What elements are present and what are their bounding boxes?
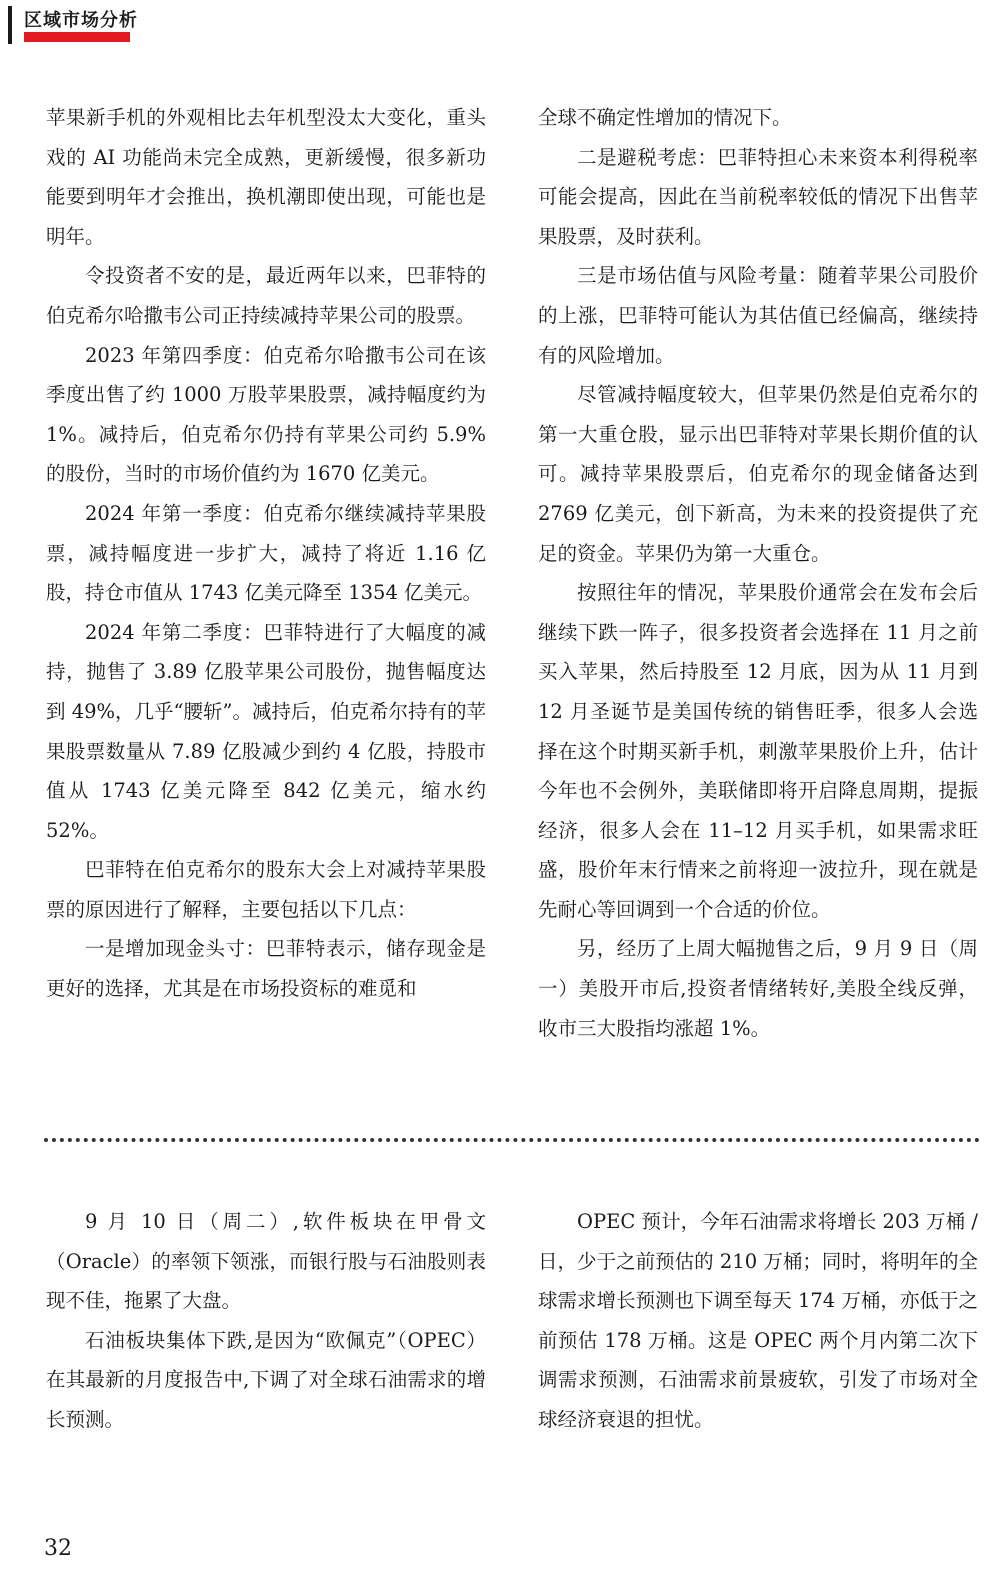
bottom-left-column xyxy=(46,1202,486,1440)
paragraph: 2024 年第二季度：巴菲特进行了大幅度的减持，抛售了 3.89 亿股苹果公司股份，抛售幅度达到 49%，几乎“腰斩”。减持后，伯克希尔持有的苹果股票数量从 7.89 亿股减少到约 4 亿股，持股市值从 1743 亿美元降至 842 亿美元，缩水约 52%。 xyxy=(46,620,486,842)
top-left-column xyxy=(46,98,486,1009)
section-title: 区域市场分析 xyxy=(24,10,138,31)
top-right-column xyxy=(538,98,978,1048)
paragraph xyxy=(538,1202,978,1440)
header-red-underline xyxy=(24,32,130,42)
header-accent-bar xyxy=(8,6,12,44)
paragraph: 2023 年第四季度：伯克希尔哈撒韦公司在该季度出售了约 1000 万股苹果股票，减持幅度约为 1%。减持后，伯克希尔仍持有苹果公司约 5.9% 的股份，当时的市场价值约为 1670 亿美元。 xyxy=(46,343,486,486)
paragraph: 尽管减持幅度较大，但苹果仍然是伯克希尔的第一大重仓股，显示出巴菲特对苹果长期价值的认可。减持苹果股票后，伯克希尔的现金储备达到 2769 亿美元，创下新高，为未来的投资提供了充足的资金。苹果仍为第一大重仓。 xyxy=(538,383,978,565)
paragraph: 三是市场估值与风险考量：随着苹果公司股价的上涨，巴菲特可能认为其估值已经偏高，继续持有的风险增加。 xyxy=(538,264,978,367)
paragraph: 石油板块集体下跌,是因为“欧佩克”（OPEC）在其最新的月度报告中,下调了对全球石油需求的增长预测。 xyxy=(46,1328,486,1431)
paragraph: 按照往年的情况，苹果股价通常会在发布会后继续下跌一阵子，很多投资者会选择在 11 月之前买入苹果，然后持股至 12 月底，因为从 11 月到 12 月圣诞节是美国传统的销售旺季，很多人会选择在这个时期买新手机，刺激苹果股价上升，估计今年也不会例外，美联储即将开启降息周期，提振经济，很多人会在 11–12 月买手机，如果需求旺盛，股价年末行情来之前将迎一波拉升，现在就是先耐心等回调到一个合适的价位。 xyxy=(538,581,978,921)
section-header xyxy=(0,0,140,50)
paragraph: 9 月 10 日（周二）,软件板块在甲骨文（Oracle）的率领下领涨，而银行股与石油股则表现不佳，拖累了大盘。 xyxy=(46,1210,486,1313)
paragraph: 二是避税考虑：巴菲特担心未来资本利得税率可能会提高，因此在当前税率较低的情况下出售苹果股票，及时获利。 xyxy=(538,145,978,248)
paragraph: 巴菲特在伯克希尔的股东大会上对减持苹果股票的原因进行了解释，主要包括以下几点： xyxy=(46,858,486,921)
paragraph: 另，经历了上周大幅抛售之后，9 月 9 日（周一）美股开市后,投资者情绪转好,美股全线反弹，收市三大股指均涨超 1%。 xyxy=(538,937,978,1040)
paragraph: 苹果新手机的外观相比去年机型没太大变化，重头戏的 AI 功能尚未完全成熟，更新缓慢，很多新功能要到明年才会推出，换机潮即使出现，可能也是明年。 xyxy=(46,106,486,248)
paragraph-text: OPEC 预计，今年石油需求将增长 203 万桶 / 日，少于之前预估的 210 万桶；同时，将明年的全球需求增长预测也下调至每天 174 万桶，亦低于之前预估 178 万桶。这是 OPEC 两个月内第二次下调需求预测， xyxy=(538,1210,978,1392)
emphasis-text: 石油需求前景疲软，引发了市场对全球经济衰退的担忧。 xyxy=(538,1368,978,1431)
paragraph: 2024 年第一季度：伯克希尔继续减持苹果股票，减持幅度进一步扩大，减持了将近 1.16 亿股，持仓市值从 1743 亿美元降至 1354 亿美元。 xyxy=(46,501,486,605)
page-number: 32 xyxy=(44,1536,72,1561)
dotted-divider xyxy=(44,1138,980,1142)
bottom-right-column xyxy=(538,1202,978,1440)
paragraph: 令投资者不安的是，最近两年以来，巴菲特的伯克希尔哈撒韦公司正持续减持苹果公司的股票。 xyxy=(46,264,486,327)
paragraph: 全球不确定性增加的情况下。 xyxy=(538,106,792,129)
paragraph: 一是增加现金头寸：巴菲特表示，储存现金是更好的选择，尤其是在市场投资标的难觅和 xyxy=(46,937,486,1001)
